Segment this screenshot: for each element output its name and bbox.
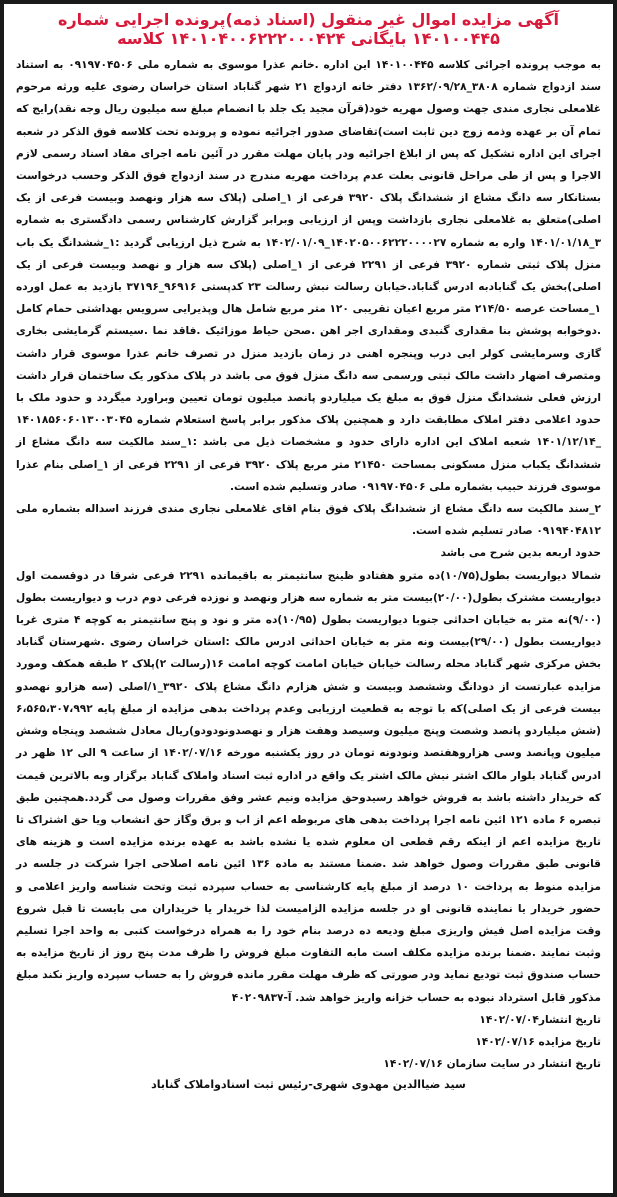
title-line-1: آگهی مزایده اموال غیر منقول (اسناد ذمه)پرونده اجرایی شماره [58, 10, 559, 29]
signature: سید ضیاالدین مهدوی شهری-رئیس ثبت اسنادواملاک گناباد [151, 1078, 466, 1092]
title-line-2: ۱۴۰۱۰۰۴۴۵ بایگانی ۱۴۰۱۰۴۰۰۶۲۲۲۰۰۰۴۲۴ کلاسه [117, 29, 500, 48]
site-publish-date: تاریخ انتشار در سایت سازمان ۱۴۰۲/۰۷/۱۶ [383, 1058, 601, 1071]
notice-body [16, 54, 601, 1095]
notice-title [16, 10, 601, 48]
paragraph-main: به موجب پرونده اجرائی کلاسه ۱۴۰۱۰۰۴۴۵ این اداره .خانم عذرا موسوی به شماره ملی ۰۹۱۹۷۰۴۵۰۶ به استناد سند ازدواج شماره ۳۸۰۸_۱۳۶۲/۰۹/۲۸ دفتر خانه ازدواج ۲۱ شهر گناباد استان خراسان رضوی علیه ورثه مرحوم غلامعلی نجاری مندی جهت وصول مهریه خود(قرآن مجید یک جلد با انضمام مبلغ سه میلیون ریال وجه نقد)رایج که تمام آن بر عهده وذمه زوج دین ثابت است)تقاضای صدور اجرائیه نموده و پرونده تحت کلاسه فوق الذکر در شعبه اجرای این اداره تشکیل که پس از ابلاغ اجرائیه ودر پایان مهلت مقرر در آئین نامه اجرای مفاد اسناد رسمی لازم الاجرا و پس از طی مراحل قانونی بعلت عدم پرداخت مهریه مندرج در سند ازدواج فوق الذکر وحسب درخواست بستانکار سه دانگ مشاع از ششدانگ پلاک ۳۹۲۰ فرعی از ۱_اصلی (پلاک سه هزار ونهصد وبیست فرعی از یک اصلی)متعلق به غلامعلی نجاری بازداشت وپس از ارزیابی وبرابر گزارش کارشناس رسمی دادگستری به شماره ۳_۱۴۰۱/۰۱/۱۸ واره به شماره ۱۴۰۲۰۵۰۰۶۲۲۲۰۰۰۰۲۷_۱۴۰۲/۰۱/۰۹ به شرح ذیل ارزیابی گردید :۱_ششدانگ یک باب منزل پلاک ثبتی شماره ۳۹۲۰ فرعی از ۲۲۹۱ فرعی از ۱_اصلی (پلاک سه هزار و نهصد وبیست فرعی از یک اصلی)بخش یک گنابادبه ادرس گناباد.خیابان رسالت نبش رسالت ۲۳ کدپستی ۹۶۹۱۶_۳۷۱۹۶ بازدید به عمل اورده ۱_مساحت عرصه ۲۱۴/۵۰ متر مربع اعیان تقریبی ۱۲۰ متر مربع شامل هال وپذیرایی سرویس بهداشتی حمام کامل .دوخوابه پوشش بنا مقداری گنبدی ومقداری اجر اهن .صحن حیاط موزائیک .فاقد نما .سیستم گرمایشی بخاری گازی وسرمایشی کولر ابی درب وپنجره اهنی در زمان بازدید منزل در تصرف خانم عذرا موسوی قرار داشت ومتصرف اضهار داشت مالک ثبتی ورسمی سه دانگ منزل فوق می باشد در پلاک مذکور یک ساختمان قرار داشت ارزش فعلی ششدانگ منزل فوق به مبلغ یک میلیاردو پانصد میلیون تومان تعیین وبراورد میگردد و حدود ملک با حدود اعلامی دفتر املاک مطابقت دارد و همچنین پلاک مذکور برابر پاسخ استعلام شماره ۱۴۰۱۸۵۶۰۶۰۱۳۰۰۳۰۴۵ _۱۴۰۱/۱۲/۱۴ شعبه املاک این اداره دارای حدود و مشخصات ذیل می باشد :۱_سند مالکیت سه دانگ مشاع از ششدانگ یکباب منزل مسکونی بمساحت ۲۱۴۵۰ متر مربع پلاک ۳۹۲۰ فرعی از ۲۲۹۱ فرعی از ۱_اصلی بنام عذرا موسوی فرزند حبیب بشماره ملی ۰۹۱۹۷۰۴۵۰۶ صادر وتسلیم شده است. [16, 59, 602, 493]
paragraph-boundaries: شمالا دیواریست بطول(۱۰/۷۵)ده مترو هفتادو ظینج سانتیمتر به باقیمانده ۲۲۹۱ فرعی شرقا در دوقسمت اول دیواریست مشترک بطول(۲۰/۰۰)بیست متر به شماره سه هزار ونهصد و نوزده فرعی دوم درب و دیواریست بطول (۹/۰۰)نه متر به خیابان احداثی جنوبا دیواریست بطول (۱۰/۹۵)ده متر و نود و پنج سانتیمتر به کوچه ۴ متری غربا دیواریست بطول (۲۹/۰۰)بیست ونه متر به خیابان احداثی ادرس مالک :استان خراسان رضوی .شهرستان گناباد بخش مرکزی شهر گناباد محله رسالت خیابان خیابان امامت کوچه امامت ۱۶(رسالت ۲)پلاک ۲ طبقه همکف ومورد مزایده عبارتست از دودانگ وششصد وبیست و شش هزارم دانگ مشاع پلاک ۳۹۲۰_۱/اصلی (سه هزارو نهصدو بیست فرعی از یک اصلی)که با توجه به قطعیت ارزیابی وعدم پرداخت بدهی مزایده از مبلغ پایه ۶،۵۶۵،۳۰۷،۹۹۲ (شش میلیاردو پانصد وشصت وپنج میلیون وسیصد وهفت هزار و نهصدونودودو)ریال معادل ششصد وپنجاه وشش میلیون وپانصد وسی هزاروهفتصد ونودونه تومان در روز یکشنبه مورخه ۱۴۰۲/۰۷/۱۶ از ساعت ۹ الی ۱۲ ظهر در ادرس گناباد بلوار مالک اشتر نبش مالک اشتر یک واقع در اداره ثبت اسناد واملاک گناباد برگزار وبه بالاترین قیمت که خریدار داشته باشد به فروش خواهد رسیدوحق مزایده ونیم عشر وفق مقررات وصول می گردد.همچنین طبق تبصره ۶ ماده ۱۲۱ ائین نامه اجرا پرداخت بدهی های مربوطه اعم از اب و برق وگاز حق انشعاب ویا حق اشتراک تا تاریخ مزایده اعم از اینکه رقم قطعی ان معلوم شده یا نشده باشد به عهده برنده مزایده است و هزینه های قانونی طبق مقررات وصول خواهد شد .ضمنا مستند به ماده ۱۳۶ ائین نامه اصلاحی اجرا شرکت در جلسه در مزایده منوط به پرداخت ۱۰ درصد از مبلغ پایه کارشناسی به حساب سپرده ثبت وتحت شناسه واریز اعلامی و حضور خریدار یا نماینده قانونی او در جلسه مزایده الزامیست لذا خریدار یا خریداران می بایست تا قبل شروع وقت مزایده اصل فیش واریزی مبلغ ودیعه ده درصد بنام خود را به همراه درخواست کتبی به واحد اجرا تسلیم وثبت نمایند .ضمنا برنده مزایده مکلف است مابه التفاوت مبلغ فروش را ظرف مدت پنج روز از تاریخ مزایده به حساب صندوق ثبت تودیع نماید ودر صورتی که ظرف مهلت مقرر مانده فروش را به حساب سپرده واریز نکند مبلغ مذکور قابل استرداد نبوده به حساب خزانه واریز خواهد شد. آ-۴۰۲۰۹۸۳۷ [16, 569, 602, 1004]
auction-date: تاریخ مزایده ۱۴۰۲/۰۷/۱۶ [475, 1035, 601, 1048]
paragraph-boundaries-heading: حدود اربعه بدین شرح می باشد [440, 547, 601, 560]
paragraph-deed-2: ۲_سند مالکیت سه دانگ مشاع از ششدانگ پلاک فوق بنام اقای غلامعلی نجاری مندی فرزند اسداله بشماره ملی ۰۹۱۹۴۰۴۸۱۲ صادر تسلیم شده است. [16, 503, 601, 538]
notice-content [4, 4, 613, 1099]
publish-date: تاریخ انتشار۱۴۰۲/۰۷/۰۴ [479, 1013, 601, 1026]
